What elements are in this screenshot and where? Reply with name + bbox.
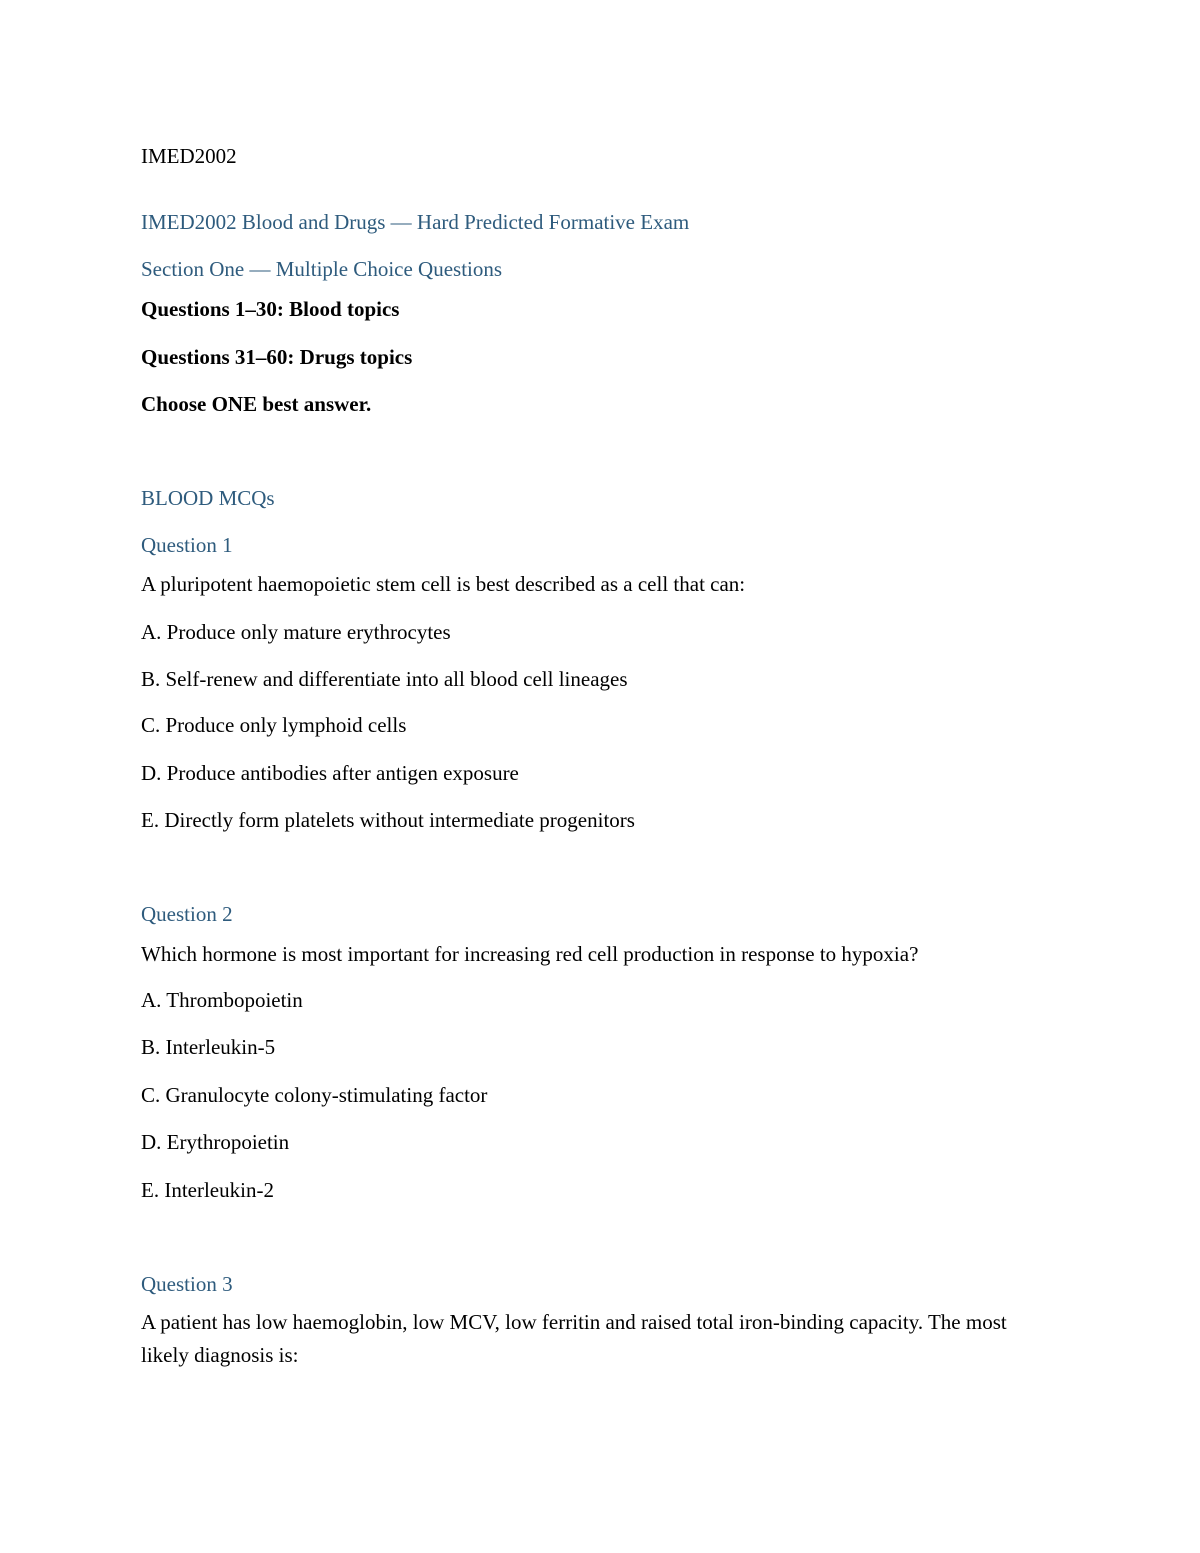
question-2-option-a: A. Thrombopoietin [141, 988, 303, 1012]
question-2-option-c: C. Granulocyte colony-stimulating factor [141, 1083, 488, 1107]
category-heading-blood: BLOOD MCQs [141, 486, 275, 510]
question-2-stem: Which hormone is most important for increasing red cell production in response to hypoxia? [141, 942, 919, 966]
question-1-option-a: A. Produce only mature erythrocytes [141, 620, 451, 644]
question-2-option-d: D. Erythropoietin [141, 1130, 290, 1154]
document-title: IMED2002 Blood and Drugs — Hard Predicted Formative Exam [141, 210, 690, 234]
section-title: Section One — Multiple Choice Questions [141, 257, 503, 281]
instruction-blood-range: Questions 1–30: Blood topics [141, 297, 400, 321]
question-1-option-c: C. Produce only lymphoid cells [141, 713, 407, 737]
instruction-choose-one: Choose ONE best answer. [141, 392, 372, 416]
question-1-option-b: B. Self-renew and differentiate into all blood cell lineages [141, 667, 628, 691]
question-2-heading: Question 2 [141, 902, 233, 926]
instruction-drugs-range: Questions 31–60: Drugs topics [141, 345, 413, 369]
course-code: IMED2002 [141, 144, 237, 168]
question-1-option-d: D. Produce antibodies after antigen exposure [141, 761, 519, 785]
question-2-option-b: B. Interleukin-5 [141, 1035, 276, 1059]
question-1-stem: A pluripotent haemopoietic stem cell is best described as a cell that can: [141, 572, 746, 596]
question-3-heading: Question 3 [141, 1272, 233, 1296]
question-2-option-e: E. Interleukin-2 [141, 1178, 274, 1202]
question-1-option-e: E. Directly form platelets without intermediate progenitors [141, 808, 635, 832]
question-3-stem: A patient has low haemoglobin, low MCV, low ferritin and raised total iron-binding capacity. The most likely diagnosis is: [141, 1310, 1007, 1367]
question-1-heading: Question 1 [141, 533, 233, 557]
